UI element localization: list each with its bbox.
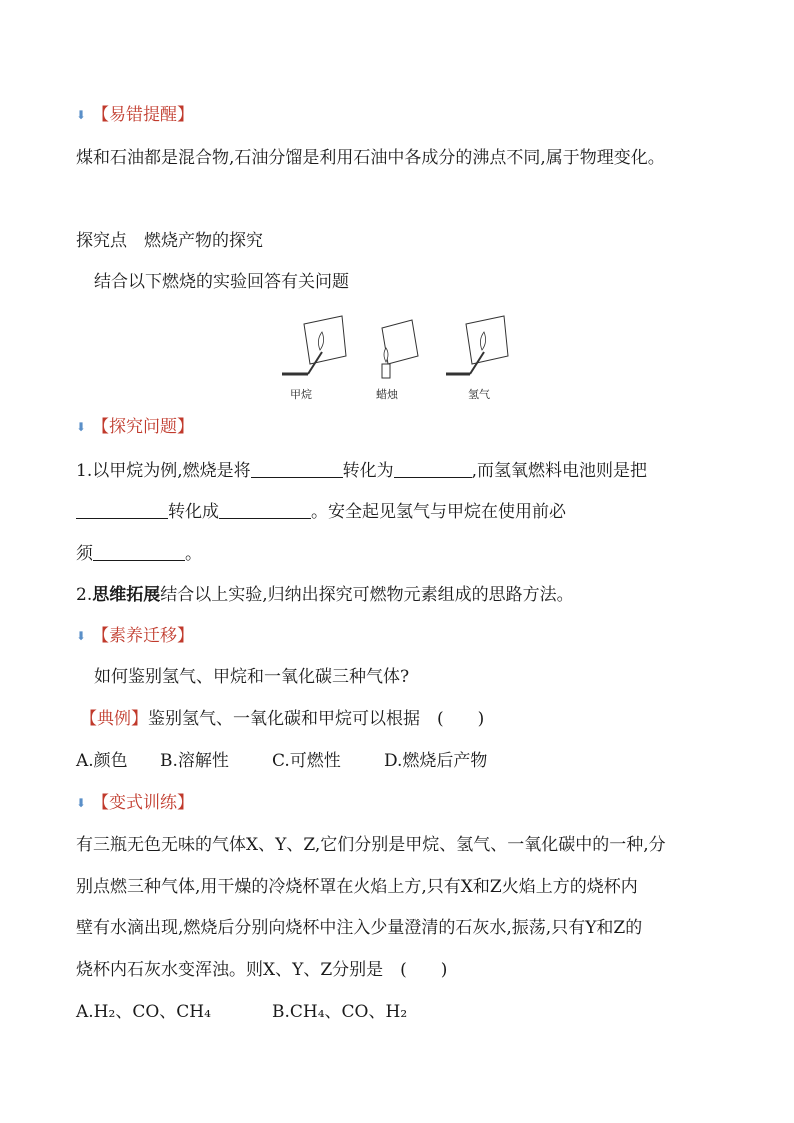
example-question: 【典例】鉴别氢气、一氧化碳和甲烷可以根据 ( ) bbox=[80, 709, 485, 729]
section-heading-inquiry: ⬇ 【探究问题】 bbox=[76, 417, 194, 437]
figure-label-hydrogen: 氢气 bbox=[468, 388, 490, 401]
answer-blank[interactable] bbox=[219, 500, 311, 519]
experiment-intro: 结合以下燃烧的实验回答有关问题 bbox=[94, 272, 349, 292]
question-1-line-1: 1.以甲烷为例,燃烧是将 转化为 ,而氢氧燃料电池则是把 bbox=[76, 461, 648, 481]
section-heading-transfer: ⬇ 【素养迁移】 bbox=[76, 626, 194, 646]
variant-text-line-2: 别点燃三种气体,用干燥的冷烧杯罩在火焰上方,只有X和Z火焰上方的烧杯内 bbox=[76, 877, 638, 897]
figure-label-methane: 甲烷 bbox=[290, 388, 312, 401]
transfer-question: 如何鉴别氢气、甲烷和一氧化碳三种气体? bbox=[94, 667, 410, 687]
methane-apparatus bbox=[282, 316, 346, 374]
example-option-b: B.溶解性 bbox=[160, 751, 229, 771]
section-heading-variant: ⬇ 【变式训练】 bbox=[76, 793, 194, 813]
variant-text-line-3: 壁有水滴出现,燃烧后分别向烧杯中注入少量澄清的石灰水,振荡,只有Y和Z的 bbox=[76, 918, 643, 938]
variant-text-line-4: 烧杯内石灰水变浑浊。则X、Y、Z分别是 ( ) bbox=[76, 960, 448, 980]
error-reminder-text: 煤和石油都是混合物,石油分馏是利用石油中各成分的沸点不同,属于物理变化。 bbox=[76, 148, 665, 168]
answer-blank[interactable] bbox=[251, 459, 343, 478]
example-option-c: C.可燃性 bbox=[272, 751, 341, 771]
answer-blank[interactable] bbox=[93, 542, 185, 561]
bookmark-icon: ⬇ bbox=[76, 420, 87, 434]
experiment-illustration bbox=[280, 312, 520, 404]
bookmark-icon: ⬇ bbox=[76, 108, 87, 122]
answer-blank[interactable] bbox=[76, 500, 168, 519]
variant-option-a: A.H₂、CO、CH₄ bbox=[76, 1002, 211, 1022]
answer-blank[interactable] bbox=[394, 459, 472, 478]
figure-label-candle: 蜡烛 bbox=[376, 388, 398, 401]
question-1-line-3: 须 。 bbox=[76, 544, 202, 564]
candle-apparatus bbox=[382, 320, 418, 378]
bookmark-icon: ⬇ bbox=[76, 796, 87, 810]
combustion-experiment-figure bbox=[280, 312, 520, 404]
hydrogen-apparatus bbox=[446, 316, 508, 374]
bookmark-icon: ⬇ bbox=[76, 629, 87, 643]
section-heading-error-reminder: ⬇ 【易错提醒】 bbox=[76, 105, 194, 125]
question-1-line-2: 转化成 。安全起见氢气与甲烷在使用前必 bbox=[76, 500, 566, 523]
example-option-d: D.燃烧后产物 bbox=[384, 751, 488, 771]
example-option-a: A.颜色 bbox=[76, 751, 128, 771]
variant-text-line-1: 有三瓶无色无味的气体X、Y、Z,它们分别是甲烷、氢气、一氧化碳中的一种,分 bbox=[76, 835, 666, 855]
question-2: 2.思维拓展结合以上实验,归纳出探究可燃物元素组成的思路方法。 bbox=[76, 585, 574, 605]
inquiry-point-title: 探究点 燃烧产物的探究 bbox=[76, 231, 263, 251]
variant-option-b: B.CH₄、CO、H₂ bbox=[272, 1002, 408, 1022]
